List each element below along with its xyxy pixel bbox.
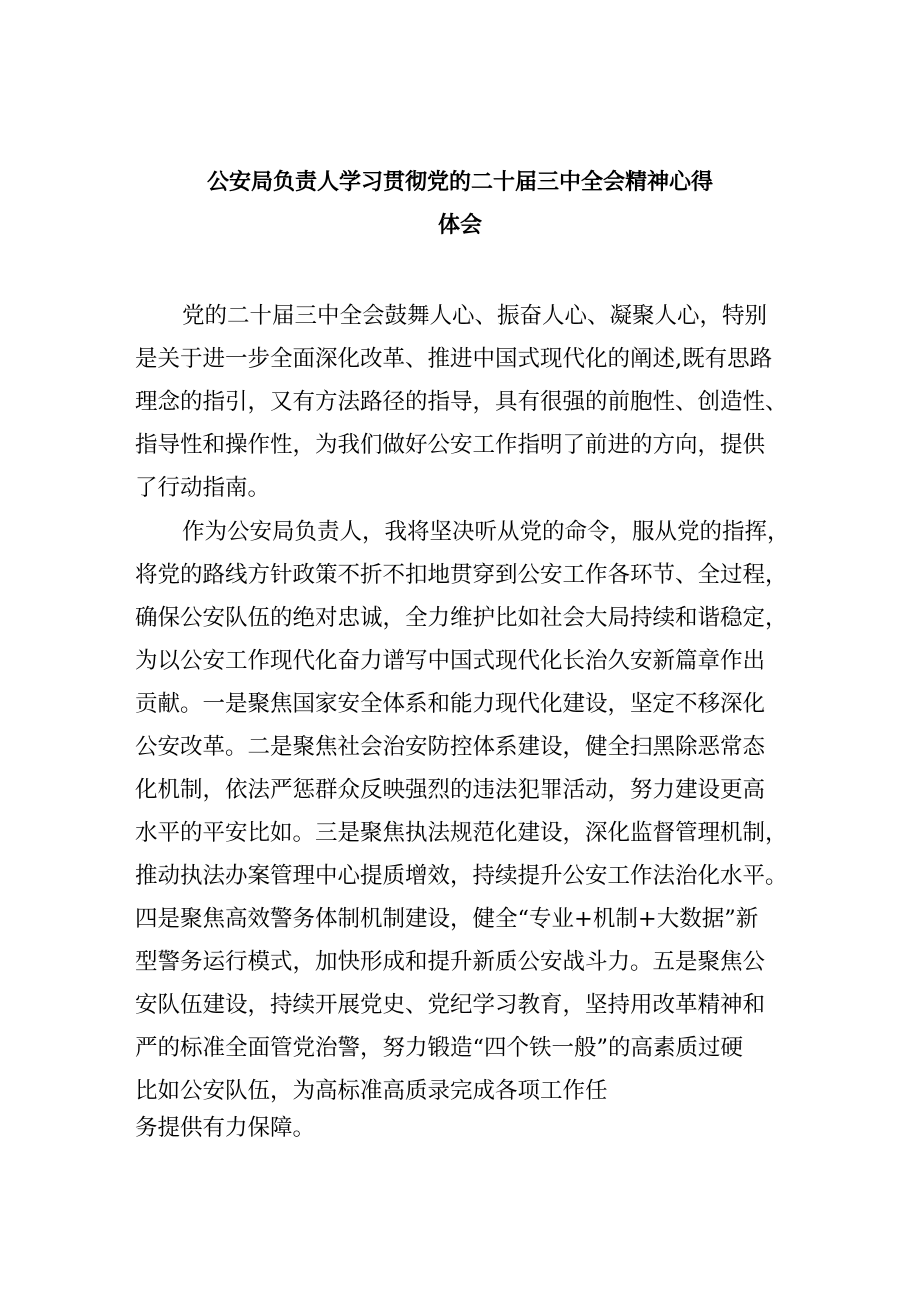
paragraph-1-line: 党的二十届三中全会鼓舞人心、振奋人心、凝聚人心，特别: [182, 303, 768, 329]
paragraph-2-line: 安队伍建设，持续开展党史、党纪学习教育，坚持用改革精神和: [135, 992, 766, 1018]
paragraph-2-line: 比如公安队伍，为高标准高质录完成各项工作任: [135, 1078, 608, 1104]
paragraph-2-line: 将党的路线方针政策不折不扣地贯穿到公安工作各环节、全过程，: [135, 562, 788, 588]
paragraph-2-line: 公安改革。二是聚焦社会治安防控体系建设，健全扫黑除恶常态: [135, 734, 766, 760]
paragraph-1-line: 理念的指引，又有方法路径的指导，具有很强的前胞性、创造性、: [135, 389, 788, 415]
paragraph-1-line: 指导性和操作性，为我们做好公安工作指明了前进的方向，提供: [135, 432, 766, 458]
paragraph-2-line: 严的标准全面管党治警，努力锻造“四个铁一般”的高素质过硬: [135, 1035, 744, 1061]
paragraph-2-line: 务提供有力保障。: [135, 1115, 316, 1141]
paragraph-2-line: 为以公安工作现代化奋力谱写中国式现代化长治久安新篇章作出: [135, 648, 766, 674]
paragraph-2-line: 水平的平安比如。三是聚焦执法规范化建设，深化监督管理机制，: [135, 820, 788, 846]
paragraph-2-line: 四是聚焦高效警务体制机制建设，健全“专业+机制+大数据”新: [135, 906, 759, 932]
document-title-line-2: 体会: [437, 213, 482, 238]
paragraph-2-line: 推动执法办案管理中心提质增效，持续提升公安工作法治化水平。: [135, 863, 788, 889]
paragraph-2-line: 型警务运行模式，加快形成和提升新质公安战斗力。五是聚焦公: [135, 949, 766, 975]
paragraph-2-line: 确保公安队伍的绝对忠诚，全力维护比如社会大局持续和谐稳定，: [135, 605, 788, 631]
paragraph-2-line: 化机制，依法严惩群众反映强烈的违法犯罪活动，努力建设更高: [135, 777, 766, 803]
document-title-line-1: 公安局负责人学习贯彻党的二十届三中全会精神心得: [206, 170, 713, 195]
paragraph-1-line: 了行动指南。: [135, 475, 271, 501]
paragraph-2-line: 作为公安局负责人，我将坚决听从党的命令，服从党的指挥，: [182, 519, 790, 545]
paragraph-1-line: 是关于进一步全面深化改革、推进中国式现代化的阐述,既有思路: [135, 346, 773, 372]
paragraph-2-line: 贡献。一是聚焦国家安全体系和能力现代化建设，坚定不移深化: [135, 691, 766, 717]
